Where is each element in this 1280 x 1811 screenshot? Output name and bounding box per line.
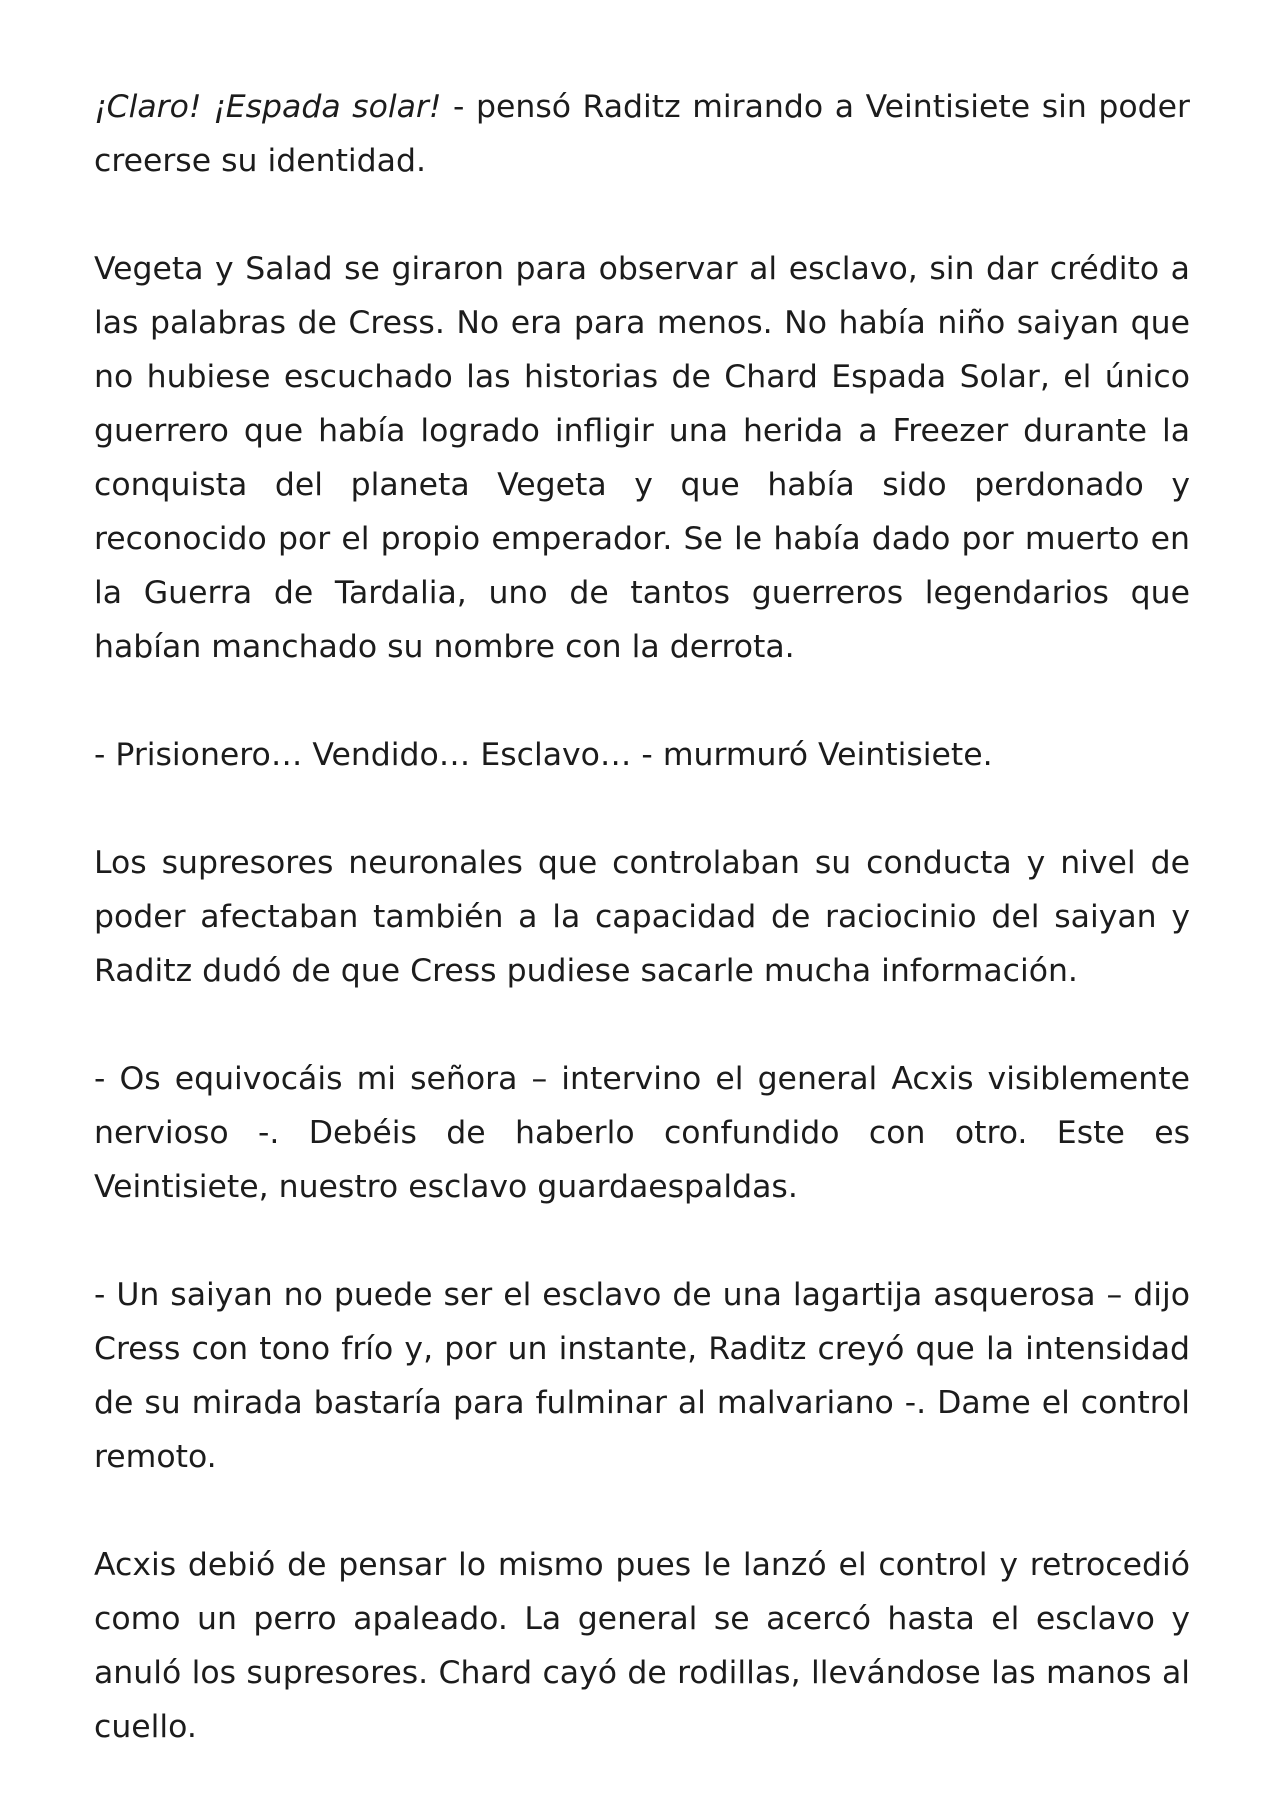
paragraph: Acxis debió de pensar lo mismo pues le lanzó el control y retrocedió como un perro apaleado. La general se acercó hasta el esclavo y anuló los supresores. Chard cayó de rodillas, llevándose las manos al cuello.	[94, 1547, 1190, 1745]
italic-thought: ¡Claro! ¡Espada solar!	[94, 89, 442, 125]
paragraph: Los supresores neuronales que controlaban su conducta y nivel de poder afectaban también a la capacidad de raciocinio del saiyan y Raditz dudó de que Cress pudiese sacarle mucha información.	[94, 845, 1190, 989]
paragraph: Vegeta y Salad se giraron para observar al esclavo, sin dar crédito a las palabras de Cress. No era para menos. No había niño saiyan que no hubiese escuchado las historias de Chard Espada Solar, el único guerrero que había logrado infligir una herida a Freezer durante la conquista del planeta Vegeta y que había sido perdonado y reconocido por el propio emperador. Se le había dado por muerto en la Guerra de Tardalia, uno de tantos guerreros legendarios que habían manchado su nombre con la derrota.	[94, 251, 1190, 665]
document-page	[94, 80, 1190, 1754]
paragraph: - Os equivocáis mi señora – intervino el general Acxis visiblemente nervioso -. Debéis de haberlo confundido con otro. Este es Veintisiete, nuestro esclavo guardaespaldas.	[94, 1061, 1190, 1205]
paragraph-text: - pensó Raditz mirando a Veintisiete sin poder creerse su identidad.	[94, 89, 1190, 179]
paragraph	[94, 80, 1190, 188]
paragraph: - Un saiyan no puede ser el esclavo de una lagartija asquerosa – dijo Cress con tono frío y, por un instante, Raditz creyó que la intensidad de su mirada bastaría para fulminar al malvariano -. Dame el control remoto.	[94, 1277, 1190, 1475]
paragraph: - Prisionero… Vendido… Esclavo… - murmuró Veintisiete.	[94, 737, 993, 773]
